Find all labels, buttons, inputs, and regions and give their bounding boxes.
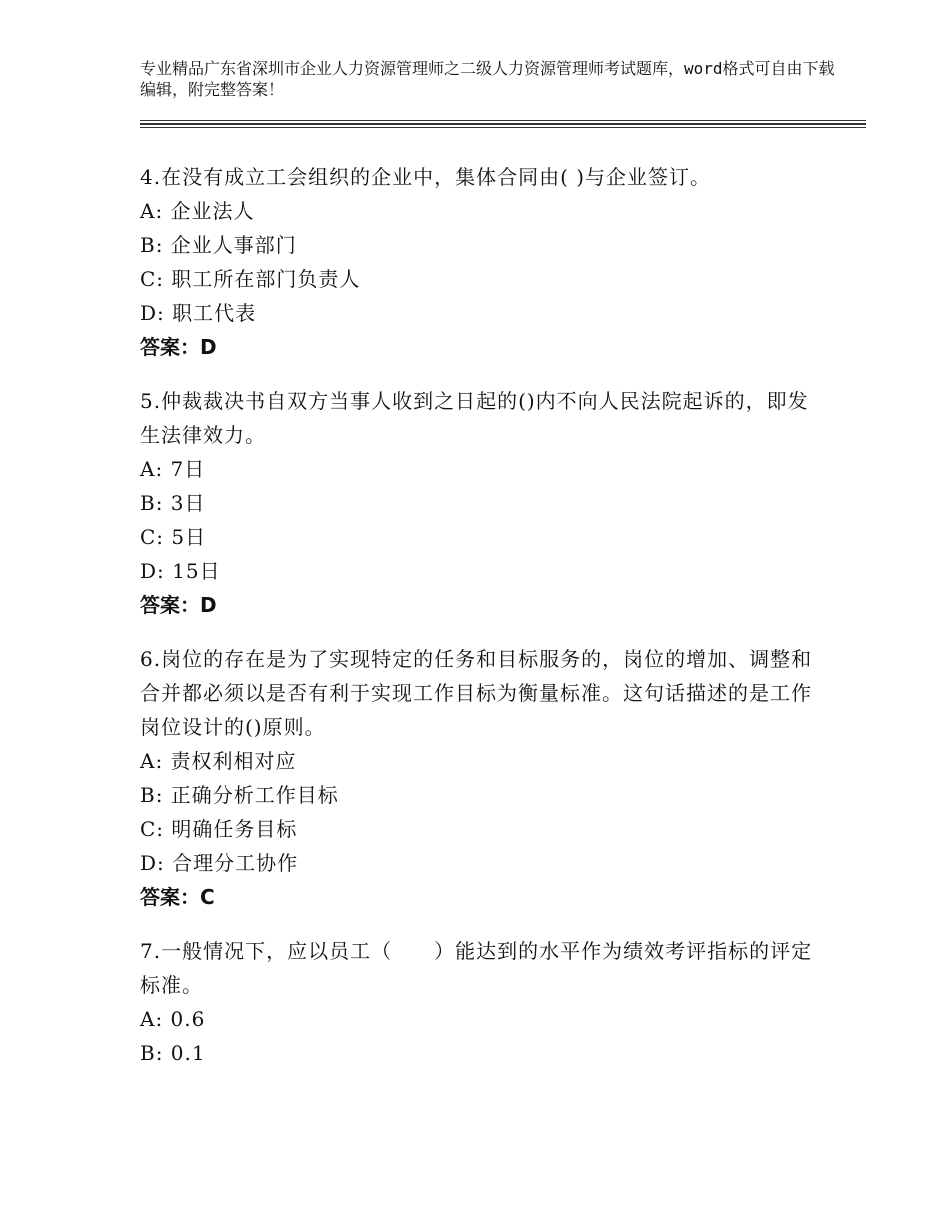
option-b: B: 正确分析工作目标 [140, 783, 339, 807]
option-a: A: 0.6 [140, 1007, 206, 1031]
answer-line: 答案：D [140, 335, 217, 359]
answer-line: 答案：C [140, 885, 215, 909]
option-d: D: 职工代表 [140, 301, 257, 325]
option-a: A: 企业法人 [140, 199, 255, 223]
question-text: 7.一般情况下，应以员工（ ）能达到的水平作为绩效考评指标的评定标准。 [140, 939, 813, 997]
header-divider [140, 127, 866, 128]
header-divider [140, 123, 866, 125]
option-c: C: 职工所在部门负责人 [140, 267, 361, 291]
question-text: 5.仲裁裁决书自双方当事人收到之日起的()内不向人民法院起诉的，即发生法律效力。 [140, 389, 809, 447]
question-6 [140, 642, 820, 914]
question-list [140, 160, 820, 1090]
question-7 [140, 934, 820, 1070]
option-d: D: 合理分工协作 [140, 851, 299, 875]
option-d: D: 15日 [140, 559, 221, 583]
option-a: A: 责权利相对应 [140, 749, 297, 773]
option-b: B: 3日 [140, 491, 206, 515]
header-divider [140, 120, 866, 121]
option-b: B: 0.1 [140, 1041, 206, 1065]
answer-line: 答案：D [140, 593, 217, 617]
option-a: A: 7日 [140, 457, 206, 481]
document-header: 专业精品广东省深圳市企业人力资源管理师之二级人力资源管理师考试题库，word格式可自由下载编辑，附完整答案！ [140, 59, 835, 99]
question-5 [140, 384, 820, 622]
option-c: C: 5日 [140, 525, 207, 549]
option-c: C: 明确任务目标 [140, 817, 298, 841]
question-text: 4.在没有成立工会组织的企业中，集体合同由( )与企业签订。 [140, 165, 712, 189]
question-text: 6.岗位的存在是为了实现特定的任务和目标服务的，岗位的增加、调整和合并都必须以是否有利于实现工作目标为衡量标准。这句话描述的是工作岗位设计的()原则。 [140, 647, 813, 739]
question-4 [140, 160, 820, 364]
option-b: B: 企业人事部门 [140, 233, 297, 257]
